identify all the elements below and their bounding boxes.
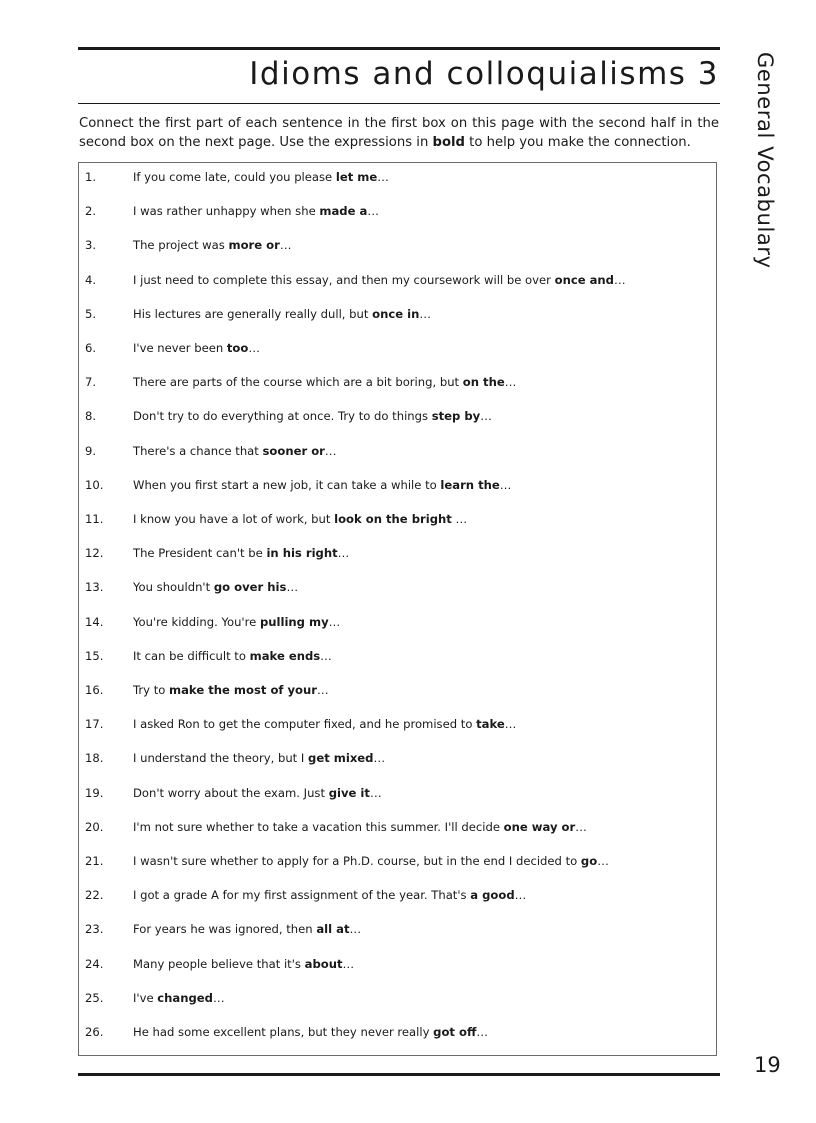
item-number: 9. — [85, 443, 97, 458]
ellipsis: … — [324, 443, 337, 458]
idiom-expression: get mixed — [308, 751, 374, 766]
list-item — [79, 373, 716, 391]
list-item — [79, 852, 716, 870]
idiom-expression: go — [580, 854, 598, 868]
top-rule — [78, 47, 720, 50]
ellipsis: … — [597, 854, 609, 868]
item-sentence — [133, 749, 385, 767]
item-sentence — [133, 681, 329, 699]
sentence-start: There's a chance that — [133, 443, 263, 458]
item-sentence — [133, 544, 349, 562]
idiom-expression: more or — [228, 238, 280, 253]
item-sentence — [133, 1023, 488, 1041]
title-rule — [78, 103, 720, 104]
list-item — [79, 339, 716, 357]
instructions-text-end: to help you make the connection. — [464, 135, 691, 150]
idiom-expression: make the most of your — [169, 683, 317, 697]
sentence-start: There are parts of the course which are a bit boring, but — [133, 375, 463, 390]
sentence-box — [78, 162, 717, 1056]
item-sentence — [133, 339, 260, 357]
ellipsis: … — [212, 990, 225, 1005]
section-side-label: General Vocabulary — [753, 52, 777, 269]
item-sentence — [133, 271, 626, 289]
ellipsis: … — [286, 580, 299, 595]
sentence-start: When you first start a new job, it can take a while to — [133, 477, 441, 492]
list-item — [79, 271, 716, 289]
idiom-expression: step by — [431, 409, 481, 424]
ellipsis: … — [476, 1025, 488, 1039]
item-number: 24. — [85, 956, 104, 971]
idiom-expression: once in — [372, 306, 420, 321]
instructions-text: Connect the first part of each sentence in the first box on this page with the second half in the second box on the next page. Use the expressions in — [79, 116, 719, 150]
idiom-expression: make ends — [249, 648, 321, 663]
idiom-expression: in his right — [266, 546, 338, 561]
list-item — [79, 920, 716, 938]
ellipsis: … — [504, 717, 517, 732]
item-number: 26. — [85, 1025, 104, 1039]
item-sentence — [133, 613, 340, 631]
ellipsis: … — [279, 238, 292, 253]
item-sentence — [133, 510, 467, 528]
list-item — [79, 715, 716, 733]
idiom-expression: one way or — [503, 819, 576, 834]
ellipsis: … — [377, 170, 389, 184]
item-sentence — [133, 168, 389, 186]
instructions — [79, 114, 719, 152]
ellipsis: … — [451, 512, 468, 526]
item-number: 21. — [85, 854, 104, 868]
sentence-start: For years he was ignored, then — [133, 922, 317, 937]
list-item — [79, 989, 716, 1007]
ellipsis: … — [316, 683, 329, 697]
sentence-start: I just need to complete this essay, and then my coursework will be over — [133, 272, 555, 287]
item-sentence — [133, 442, 337, 460]
idiom-expression: pulling my — [259, 614, 329, 629]
item-sentence — [133, 989, 225, 1007]
item-sentence — [133, 955, 354, 973]
ellipsis: … — [514, 888, 527, 903]
list-item — [79, 749, 716, 767]
item-number: 10. — [85, 477, 104, 492]
idiom-expression: once and — [554, 272, 614, 287]
ellipsis: … — [369, 785, 382, 800]
ellipsis: … — [320, 648, 332, 663]
item-number: 14. — [85, 614, 104, 629]
sentence-start: I've never been — [133, 341, 227, 355]
item-number: 6. — [85, 341, 97, 355]
item-sentence — [133, 373, 516, 391]
item-number: 15. — [85, 648, 104, 663]
sentence-start: I know you have a lot of work, but — [133, 512, 335, 526]
list-item — [79, 236, 716, 254]
sentence-start: The President can't be — [133, 546, 267, 561]
list-item — [79, 476, 716, 494]
list-item — [79, 202, 716, 220]
item-number: 13. — [85, 580, 104, 595]
list-item — [79, 305, 716, 323]
ellipsis: … — [373, 751, 386, 766]
idiom-expression: too — [226, 341, 249, 355]
sentence-start: His lectures are generally really dull, but — [133, 306, 373, 321]
idiom-expression: let me — [335, 170, 378, 184]
sentence-start: I've — [133, 990, 158, 1005]
idiom-expression: a good — [470, 888, 515, 903]
sentence-start: I got a grade A for my first assignment of the year. That's — [133, 888, 471, 903]
item-number: 25. — [85, 990, 104, 1005]
item-number: 20. — [85, 819, 104, 834]
idiom-expression: learn the — [440, 477, 500, 492]
item-sentence — [133, 647, 332, 665]
list-item — [79, 1023, 716, 1041]
idiom-expression: made a — [319, 204, 368, 219]
ellipsis: … — [504, 375, 517, 390]
idiom-expression: on the — [462, 375, 505, 390]
list-item — [79, 784, 716, 802]
list-item — [79, 407, 716, 425]
page-title: Idioms and colloquialisms 3 — [249, 56, 719, 92]
ellipsis: … — [328, 614, 341, 629]
item-number: 16. — [85, 683, 104, 697]
sentence-start: Don't try to do everything at once. Try to do things — [133, 409, 432, 424]
list-item — [79, 955, 716, 973]
item-number: 23. — [85, 922, 104, 937]
bottom-rule — [78, 1073, 720, 1076]
item-sentence — [133, 578, 298, 596]
item-sentence — [133, 886, 526, 904]
item-sentence — [133, 202, 379, 220]
item-sentence — [133, 784, 382, 802]
sentence-start: You're kidding. You're — [133, 614, 260, 629]
item-sentence — [133, 852, 609, 870]
item-number: 1. — [85, 170, 97, 184]
idiom-expression: go over his — [213, 580, 287, 595]
idiom-expression: got off — [433, 1025, 477, 1039]
sentence-start: It can be difficult to — [133, 648, 250, 663]
ellipsis: … — [367, 204, 379, 219]
list-item — [79, 681, 716, 699]
sentence-start: Many people believe that it's — [133, 956, 305, 971]
ellipsis: … — [337, 546, 350, 561]
item-number: 17. — [85, 717, 104, 732]
item-number: 19. — [85, 785, 104, 800]
list-item — [79, 613, 716, 631]
ellipsis: … — [342, 956, 355, 971]
idiom-expression: changed — [157, 990, 213, 1005]
idiom-expression: look on the bright — [334, 512, 452, 526]
item-sentence — [133, 407, 492, 425]
ellipsis: … — [575, 819, 587, 834]
item-number: 5. — [85, 306, 97, 321]
list-item — [79, 886, 716, 904]
list-item — [79, 168, 716, 186]
list-item — [79, 647, 716, 665]
item-number: 22. — [85, 888, 104, 903]
list-item — [79, 544, 716, 562]
list-item — [79, 818, 716, 836]
item-number: 12. — [85, 546, 104, 561]
idiom-expression: all at — [316, 922, 350, 937]
item-sentence — [133, 715, 516, 733]
item-number: 8. — [85, 409, 97, 424]
page-number: 19 — [754, 1053, 781, 1077]
item-number: 18. — [85, 751, 104, 766]
item-number: 2. — [85, 204, 97, 219]
idiom-expression: give it — [328, 785, 370, 800]
item-sentence — [133, 236, 291, 254]
item-sentence — [133, 920, 361, 938]
sentence-start: I was rather unhappy when she — [133, 204, 320, 219]
ellipsis: … — [419, 306, 431, 321]
sentence-start: If you come late, could you please — [133, 170, 336, 184]
sentence-start: I wasn't sure whether to apply for a Ph.D. course, but in the end I decided to — [133, 854, 581, 868]
item-number: 7. — [85, 375, 97, 390]
sentence-start: He had some excellent plans, but they never really — [133, 1025, 434, 1039]
item-sentence — [133, 305, 431, 323]
ellipsis: … — [349, 922, 362, 937]
ellipsis: … — [613, 272, 626, 287]
sentence-start: I'm not sure whether to take a vacation this summer. I'll decide — [133, 819, 504, 834]
sentence-start: Try to — [133, 683, 170, 697]
item-sentence — [133, 818, 587, 836]
sentence-start: Don't worry about the exam. Just — [133, 785, 329, 800]
instructions-bold-word: bold — [432, 135, 465, 150]
list-item — [79, 510, 716, 528]
sentence-start: I asked Ron to get the computer fixed, and he promised to — [133, 717, 477, 732]
ellipsis: … — [499, 477, 512, 492]
list-item — [79, 578, 716, 596]
idiom-expression: take — [476, 717, 505, 732]
item-number: 4. — [85, 272, 97, 287]
idiom-expression: about — [304, 956, 343, 971]
item-sentence — [133, 476, 511, 494]
idiom-expression: sooner or — [262, 443, 325, 458]
list-item — [79, 442, 716, 460]
item-number: 3. — [85, 238, 97, 253]
sentence-start: I understand the theory, but I — [133, 751, 309, 766]
ellipsis: … — [480, 409, 492, 424]
item-number: 11. — [85, 512, 104, 526]
ellipsis: … — [248, 341, 260, 355]
sentence-start: The project was — [133, 238, 229, 253]
sentence-start: You shouldn't — [133, 580, 214, 595]
